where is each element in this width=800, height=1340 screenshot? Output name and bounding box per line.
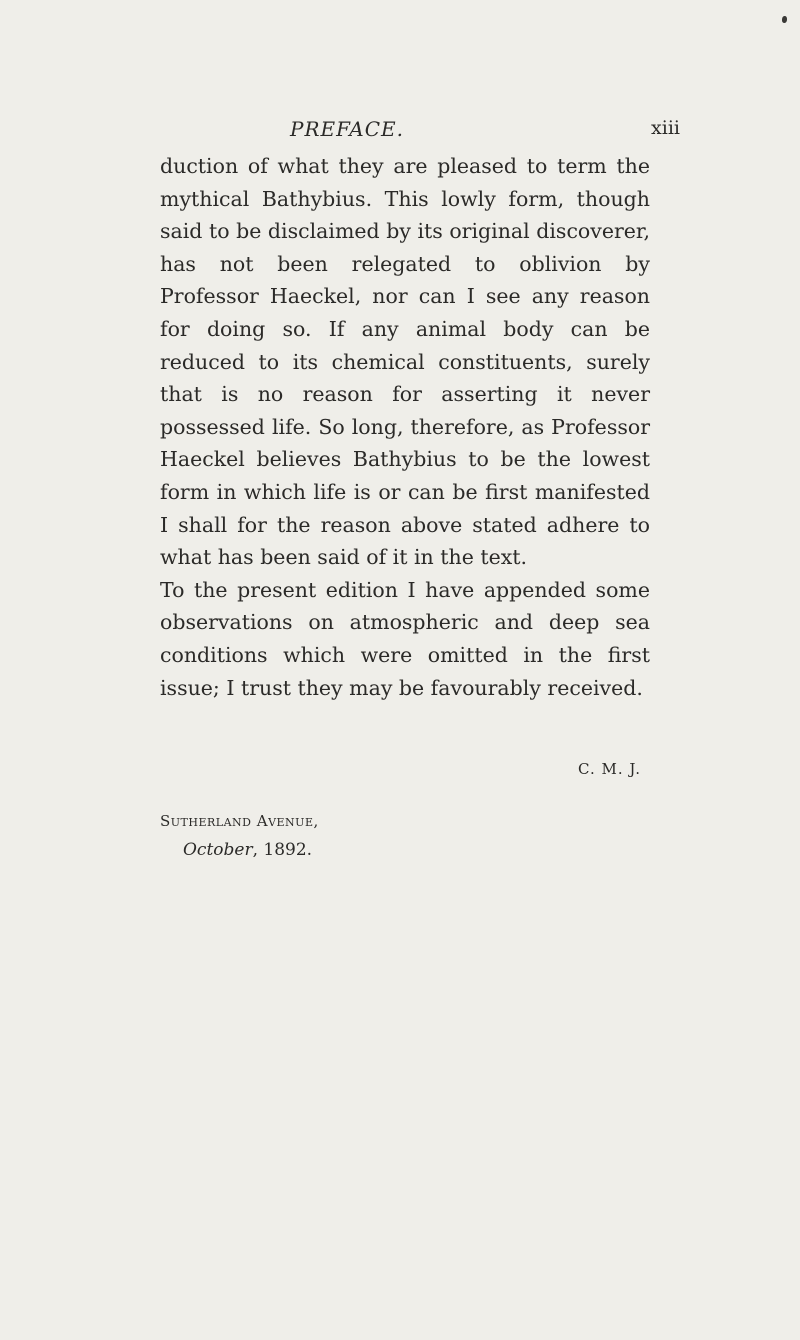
paragraph-2: To the present edition I have appended some observations on atmospheric and deep sea conditions which were omitted in the first issue; I trust they may be favourably received.: [160, 577, 650, 700]
dateline-date: [183, 840, 312, 860]
page-header: [290, 117, 680, 147]
author-initials: C. M. J.: [578, 760, 641, 778]
preface-body: [160, 150, 650, 704]
paragraph-1: duction of what they are pleased to term the mythical Bathybius. This lowly form, though said to be disclaimed by its original discoverer, has not been relegated to oblivion by Professor Haeckel, nor can I see any reason for doing so. If any animal body can be reduced to its chemical constituents, surely that is no reason for asserting it never possessed life. So long, therefore, as Professor Haeckel believes Bathybius to be the lowest form in which life is or can be first manifested I shall for the reason above stated adhere to what has been said of it in the text.: [160, 154, 650, 570]
running-head: PREFACE.: [290, 117, 404, 141]
ink-speck: [782, 16, 787, 23]
dateline-address: Sutherland Avenue,: [160, 812, 319, 830]
page-number: xiii: [651, 117, 680, 139]
dateline-month: October: [183, 840, 253, 860]
dateline-year: , 1892.: [252, 840, 313, 860]
